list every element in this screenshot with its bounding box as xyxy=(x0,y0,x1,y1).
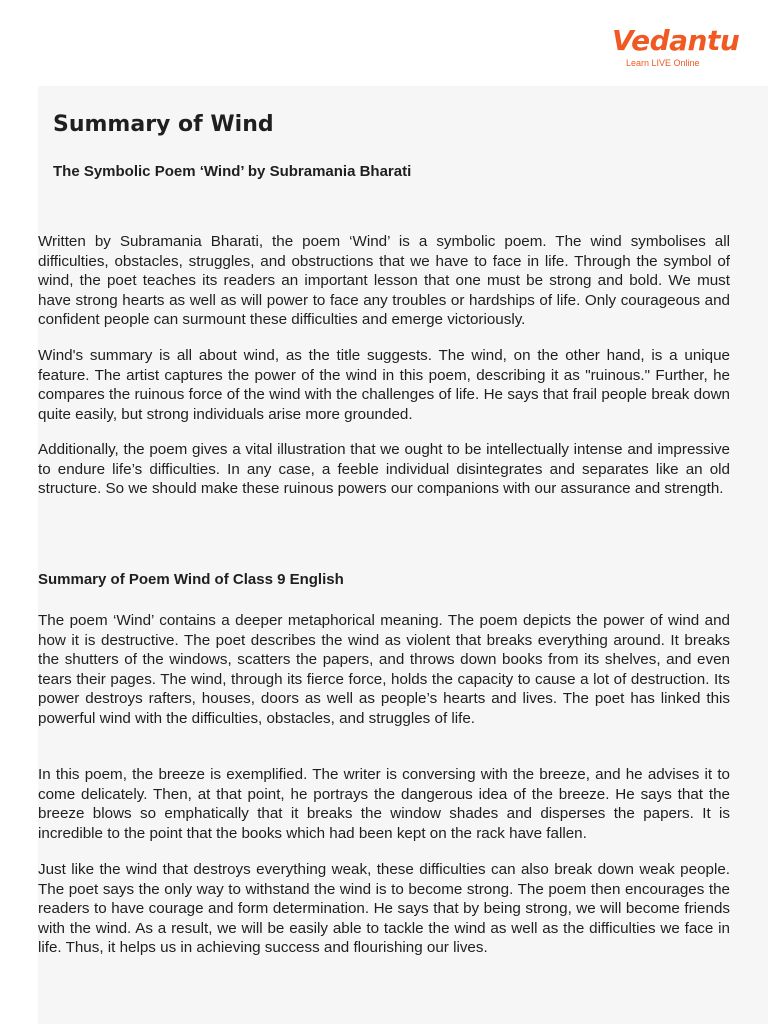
page-title: Summary of Wind xyxy=(53,112,274,137)
intro-paragraph-1: Written by Subramania Bharati, the poem ‘Wind’ is a symbolic poem. The wind symbolises all difficulties, obstacles, struggles, and obstructions that we have to face in life. Through the symbol of wind, the poet teaches its readers an important lesson that one must be strong and bold. We must have strong hearts as well as will power to face any troubles or hardships of life. Only courageous and confident people can surmount these difficulties and emerge victoriously. xyxy=(38,233,730,329)
section-paragraph-3: Just like the wind that destroys everything weak, these difficulties can also break down weak people. The poet says the only way to withstand the wind is to become strong. The poem then encourages the readers to have courage and form determination. He says that by being strong, we will become friends with the wind. As a result, we will be easily able to tackle the wind as well as the difficulties we face in life. Thus, it helps us in achieving success and flourishing our lives. xyxy=(38,861,730,957)
intro-paragraph-3: Additionally, the poem gives a vital illustration that we ought to be intellectually intense and impressive to endure life’s difficulties. In any case, a feeble individual disintegrates and separates like an old structure. So we should make these ruinous powers our companions with our assurance and strength. xyxy=(38,441,730,498)
vedantu-logo[interactable] xyxy=(600,18,740,78)
logo-tagline: Learn LIVE Online xyxy=(626,58,700,68)
logo-wordmark: Vedantu xyxy=(612,24,740,57)
section-paragraph-1: The poem ‘Wind’ contains a deeper metaphorical meaning. The poem depicts the power of wind and how it is destructive. The poet describes the wind as violent that breaks everything around. It breaks the shutters of the windows, scatters the papers, and throws down books from its shelves, and even tears their pages. The wind, through its fierce force, holds the capacity to cause a lot of destruction. Its power destroys rafters, houses, doors as well as people’s hearts and lives. The poet has linked this powerful wind with the difficulties, obstacles, and struggles of life. xyxy=(38,612,730,727)
page-subtitle: The Symbolic Poem ‘Wind’ by Subramania Bharati xyxy=(53,163,412,180)
intro-paragraph-2: Wind's summary is all about wind, as the title suggests. The wind, on the other hand, is a unique feature. The artist captures the power of the wind in this poem, describing it as "ruinous." Further, he compares the ruinous force of the wind with the challenges of life. He says that frail people break down quite easily, but strong individuals arise more grounded. xyxy=(38,347,730,423)
section-paragraph-2: In this poem, the breeze is exemplified. The writer is conversing with the breeze, and he advises it to come delicately. Then, at that point, he portrays the dangerous idea of the breeze. He says that the breeze blows so emphatically that it breaks the window shades and disperses the papers. It is incredible to the point that the books which had been kept on the rack have fallen. xyxy=(38,766,730,842)
section-heading: Summary of Poem Wind of Class 9 English xyxy=(38,571,344,588)
